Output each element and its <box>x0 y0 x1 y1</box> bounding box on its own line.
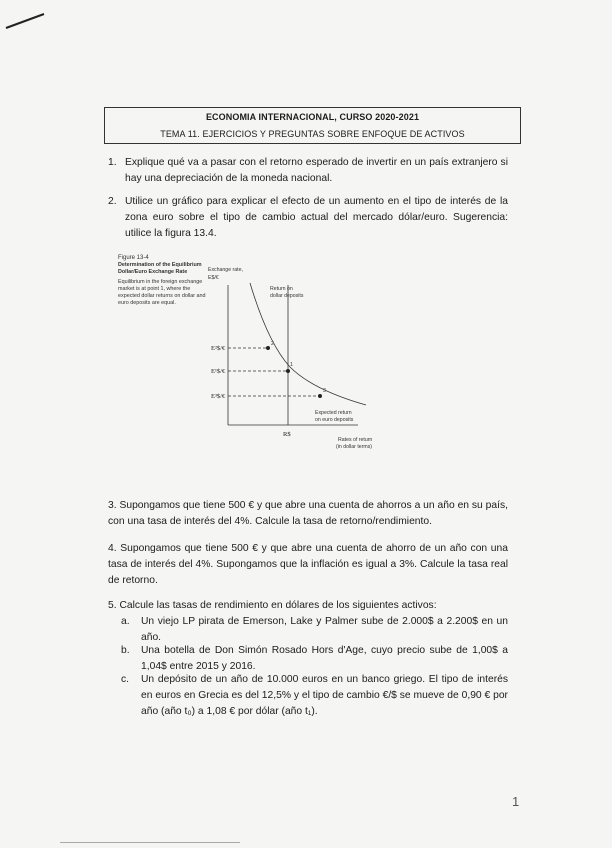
question-number: 5. <box>108 600 117 611</box>
point-1-marker <box>286 369 290 373</box>
tick-e1: E¹$/€ <box>211 368 226 375</box>
question-3 <box>108 498 508 530</box>
y-axis-symbol: E$/€ <box>208 275 219 281</box>
question-number: 3. <box>108 500 117 511</box>
question-text: Utilice un gráfico para explicar el efecto de un aumento en el tipo de interés de la zona euro sobre el tipo de cambio actual del mercado dólar/euro. Sugerencia: utilice la figura 13.4. <box>125 196 508 239</box>
figure-number: Figure 13-4 <box>118 255 149 261</box>
exchange-rate-diagram <box>118 255 418 455</box>
question-text: Calcule las tasas de rendimiento en dólares de los siguientes activos: <box>119 600 437 611</box>
point-2-label: 2 <box>271 341 274 347</box>
pen-mark <box>4 10 48 32</box>
question-text: Supongamos que tiene 500 € y que abre una cuenta de ahorro de un año con una tasa de interés del 4%. Supongamos que la inflación es igual a 3%. Calcule la tasa real de retorno. <box>108 543 508 586</box>
question-number: 2. <box>108 196 117 207</box>
euro-curve-label-2: on euro deposits <box>315 417 354 423</box>
figure-description: Equilibrium in the foreign exchange market is at point 1, where the expected dollar returns on dollar and euro deposits are equal. <box>118 278 206 307</box>
bottom-edge-line <box>60 842 240 843</box>
euro-return-curve <box>250 283 366 405</box>
question-text: Supongamos que tiene 500 € y que abre una cuenta de ahorros a un año en su país, con una tasa de interés del 4%. Calcule la tasa de retorno/rendimiento. <box>108 500 508 527</box>
dollar-curve-label-1: Return on <box>270 286 293 292</box>
figure-13-4 <box>118 255 418 455</box>
tick-e3: E³$/€ <box>211 393 226 400</box>
subitem-b <box>121 643 508 675</box>
y-axis-label: Exchange rate, <box>208 267 243 273</box>
subitem-text: Una botella de Don Simón Rosado Hors d'Age, cuyo precio sube de 1,00$ a 1,04$ entre 2015 y 2016. <box>141 645 508 672</box>
header-box <box>104 107 521 144</box>
x-axis-label-1: Rates of return <box>338 437 373 443</box>
subitem-letter: a. <box>121 616 130 627</box>
subitem-c <box>121 672 508 720</box>
subitem-letter: c. <box>121 674 130 685</box>
question-2 <box>108 194 508 242</box>
tick-e2: E²$/€ <box>211 345 226 352</box>
question-number: 1. <box>108 157 117 168</box>
question-text: Explique qué va a pasar con el retorno esperado de invertir en un país extranjero si hay una depreciación de la moneda nacional. <box>125 157 508 184</box>
point-2-marker <box>266 346 270 350</box>
subitem-text: Un viejo LP pirata de Emerson, Lake y Palmer sube de 2.000$ a 2.200$ en un año. <box>141 616 508 643</box>
subitem-text: Un depósito de un año de 10.000 euros en un banco griego. El tipo de interés en euros en Grecia es del 12,5% y el tipo de cambio €/$ se mueve de 0,90 € por año (año t₀) a 1,08 € por dólar (año t₁). <box>141 674 508 717</box>
question-4 <box>108 541 508 589</box>
question-number: 4. <box>108 543 117 554</box>
x-axis-label-2: (in dollar terms) <box>336 444 373 450</box>
point-3-label: 3 <box>323 388 326 394</box>
figure-title: Determination of the Equilibrium Dollar/Euro Exchange Rate <box>118 262 202 276</box>
course-title: ECONOMIA INTERNACIONAL, CURSO 2020-2021 <box>205 112 420 122</box>
page-number: 1 <box>512 794 520 809</box>
dollar-curve-label-2: dollar deposits <box>270 293 304 299</box>
point-1-label: 1 <box>290 362 293 368</box>
x-tick-r: R$ <box>283 431 291 438</box>
question-5 <box>108 598 508 614</box>
euro-curve-label-1: Expected return <box>315 410 352 416</box>
subitem-a <box>121 614 508 646</box>
subitem-letter: b. <box>121 645 130 656</box>
question-1 <box>108 155 508 187</box>
point-3-marker <box>318 394 322 398</box>
topic-title: TEMA 11. EJERCICIOS Y PREGUNTAS SOBRE ENFOQUE DE ACTIVOS <box>160 129 465 139</box>
